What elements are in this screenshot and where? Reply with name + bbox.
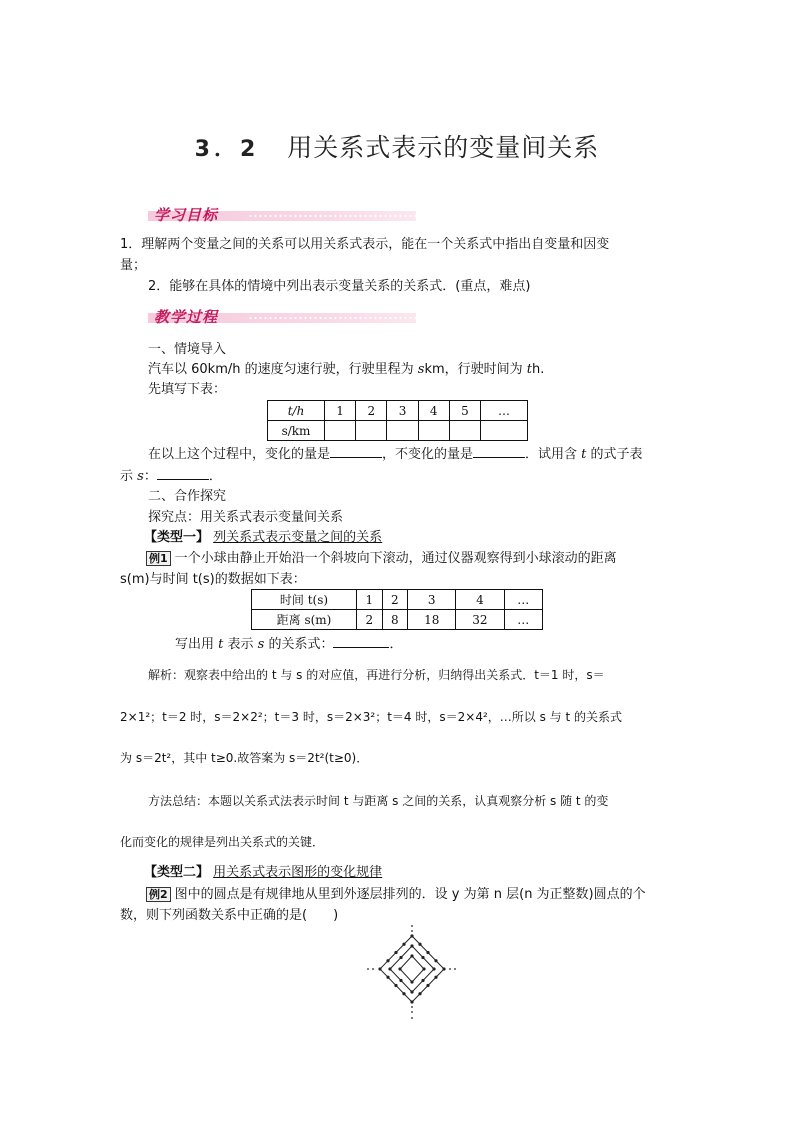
answer-blank[interactable]: [330, 443, 382, 458]
question-line2: 示 s： ．: [120, 465, 675, 487]
goals-banner: [148, 204, 418, 224]
table-cell: 2: [357, 610, 383, 630]
table-cell: 1: [357, 590, 383, 610]
table-row: [252, 610, 543, 630]
type1-heading: 【类型一】 列关系式表示变量之间的关系: [144, 530, 383, 545]
table-cell-empty[interactable]: [418, 421, 449, 441]
table-cell: 2: [356, 401, 387, 421]
type2-heading: 【类型二】 用关系式表示图形的变化规律: [144, 865, 383, 880]
table-cell: 4: [418, 401, 449, 421]
table-cell: 时间 t(s): [252, 590, 357, 610]
table-cell: t/h: [268, 401, 325, 421]
table-cell: 8: [382, 610, 408, 630]
example1-line1: 例1 一个小球由静止开始沿一个斜坡向下滚动，通过仪器观察得到小球滚动的距离: [146, 548, 676, 569]
table-cell: 18: [408, 610, 456, 630]
page-title: [0, 128, 794, 164]
goal-1: 1．理解两个变量之间的关系可以用关系式表示，能在一个关系式中指出自变量和因变: [120, 237, 610, 252]
table-cell-empty[interactable]: [481, 421, 528, 441]
goal-2: 2．能够在具体的情境中列出表示变量关系的关系式．(重点，难点): [148, 279, 531, 294]
dot-pattern-figure: [366, 922, 458, 1022]
table-row: [268, 421, 528, 441]
example2-line2: 数，则下列函数关系中正确的是( ): [120, 908, 339, 923]
answer-blank[interactable]: [157, 465, 209, 480]
explore-heading: 二、合作探究: [148, 489, 227, 504]
table-cell: 距离 s(m): [252, 610, 357, 630]
example1-line2: s(m)与时间 t(s)的数据如下表：: [120, 572, 306, 587]
process-header: 教学过程: [154, 308, 219, 326]
table-row: [252, 590, 543, 610]
example2-line1: 例2 图中的圆点是有规律地从里到外逐层排列的．设 y 为第 n 层(n 为正整数)圆点的个: [146, 884, 676, 905]
example-badge: 例2: [146, 887, 171, 902]
intro-line2: 先填写下表：: [148, 382, 227, 397]
table-cell-empty[interactable]: [387, 421, 418, 441]
table-cell-empty[interactable]: [356, 421, 387, 441]
table-cell: 1: [325, 401, 356, 421]
table-cell: 5: [449, 401, 480, 421]
table-cell: …: [504, 610, 543, 630]
ball-table: [251, 589, 543, 630]
explore-point: 探究点：用关系式表示变量间关系: [148, 510, 344, 525]
speed-table: [267, 400, 528, 441]
table-cell: 4: [456, 590, 504, 610]
answer-blank[interactable]: [473, 443, 525, 458]
table-cell: 3: [387, 401, 418, 421]
table-cell: …: [481, 401, 528, 421]
section-number: 3．2: [194, 137, 260, 162]
method-line1: 方法总结：本题以关系式法表示时间 t 与距离 s 之间的关系，认真观察分析 s 随 t 的变: [148, 794, 609, 808]
table-cell: …: [504, 590, 543, 610]
table-cell: s/km: [268, 421, 325, 441]
intro-line1: 汽车以 60km/h 的速度匀速行驶，行驶里程为 skm，行驶时间为 th.: [148, 362, 545, 377]
table-cell-empty[interactable]: [325, 421, 356, 441]
table-cell: 32: [456, 610, 504, 630]
method-line2: 化而变化的规律是列出关系式的关键．: [120, 835, 325, 849]
intro-heading: 一、情境导入: [148, 342, 227, 357]
process-banner: [148, 306, 418, 326]
question-line1: 在以上这个过程中，变化的量是 ，不变化的量是 ．试用含 t 的式子表: [148, 443, 675, 465]
table-cell-empty[interactable]: [449, 421, 480, 441]
table-cell: 2: [382, 590, 408, 610]
title-text: 用关系式表示的变量间关系: [287, 133, 600, 162]
analysis-line2: 2×1²；t＝2 时，s＝2×2²；t＝3 时，s＝2×3²；t＝4 时，s＝2×4²，…所以 s 与 t 的关系式: [120, 710, 622, 724]
answer-blank[interactable]: [333, 633, 389, 648]
table-cell: 3: [408, 590, 456, 610]
goal-1-cont: 量；: [120, 258, 147, 273]
example1-ask: 写出用 t 表示 s 的关系式： ．: [175, 633, 730, 655]
analysis-line1: 解析：观察表中给出的 t 与 s 的对应值，再进行分析，归纳得出关系式．t＝1 时，s＝: [148, 668, 605, 682]
analysis-line3: 为 s＝2t²，其中 t≥0.故答案为 s＝2t²(t≥0)．: [120, 751, 369, 765]
table-row: [268, 401, 528, 421]
goals-header: 学习目标: [154, 206, 219, 224]
example-badge: 例1: [146, 551, 171, 566]
